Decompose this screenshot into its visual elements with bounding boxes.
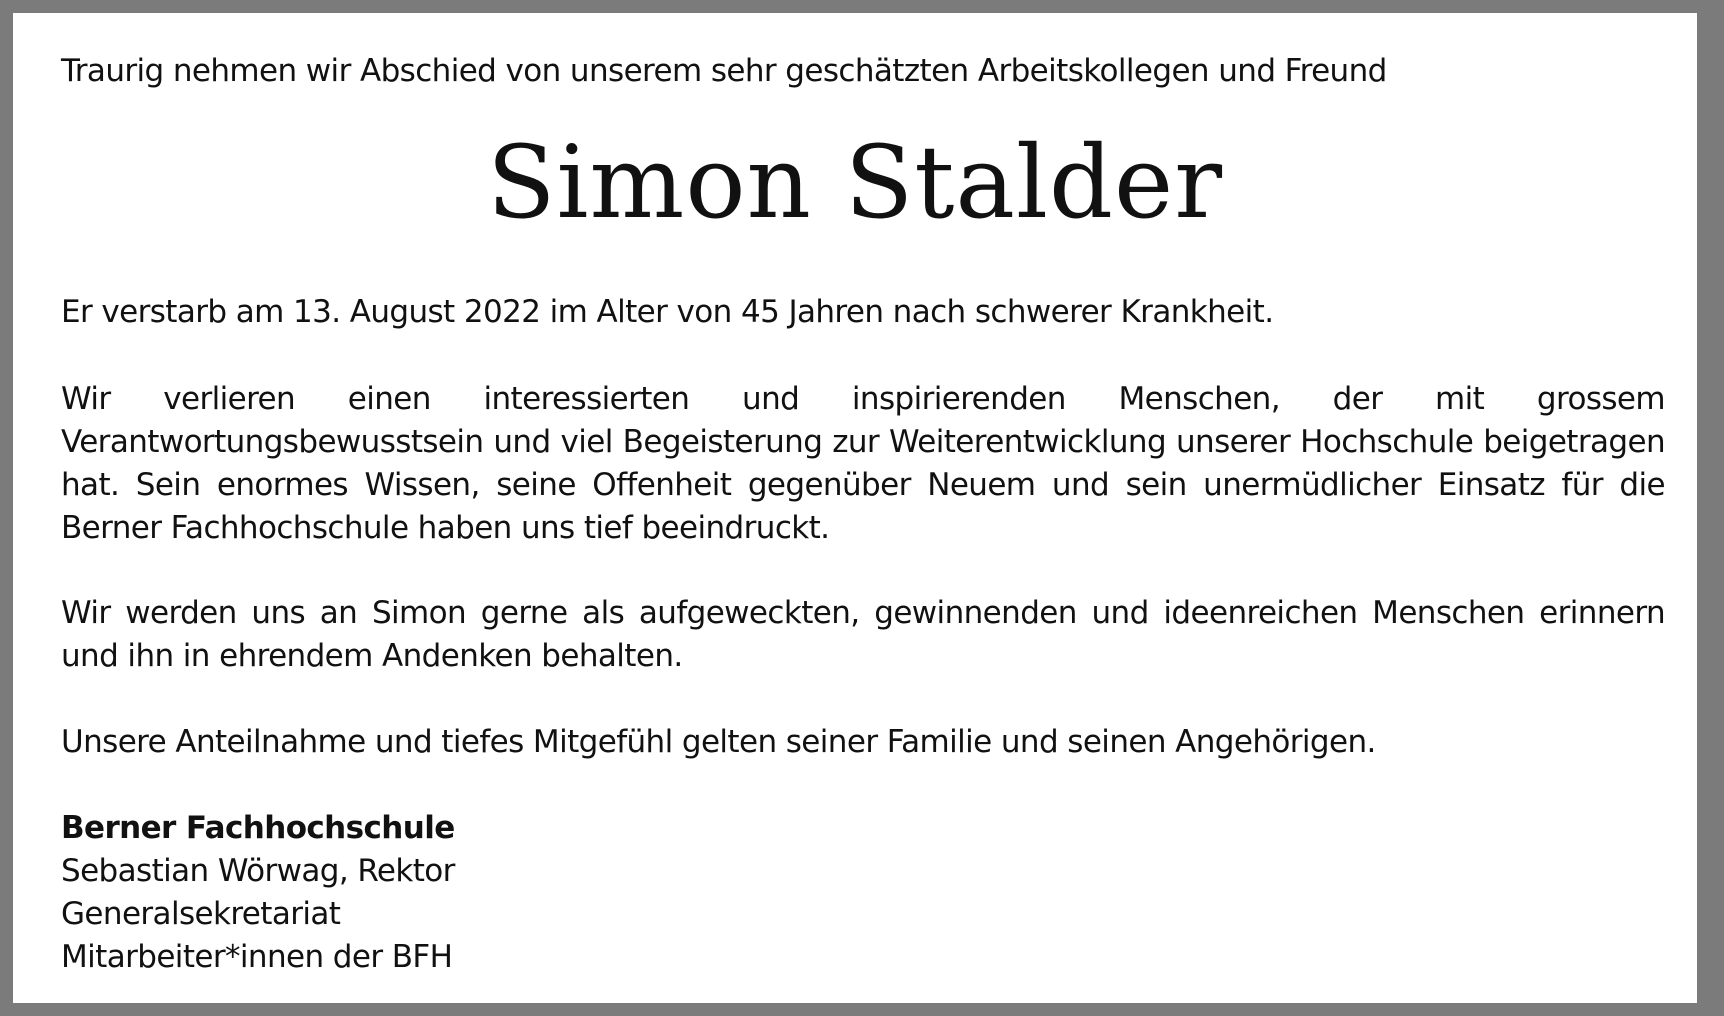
remembrance-paragraph: Wir werden uns an Simon gerne als aufgeweckten, gewinnenden und ideenreichen Menschen erinnern und ihn in ehrendem Andenken behalten. [61, 595, 1665, 674]
obituary-notice [13, 13, 1697, 1003]
signature-line-secretariat: Generalsekretariat [61, 896, 341, 932]
intro-line: Traurig nehmen wir Abschied von unserem sehr geschätzten Arbeitskollegen und Freund [61, 53, 1387, 89]
death-date-paragraph: Er verstarb am 13. August 2022 im Alter von 45 Jahren nach schwerer Krankheit. [61, 294, 1274, 330]
tribute-paragraph: Wir verlieren einen interessierten und inspirierenden Menschen, der mit grossem Verantwortungsbewusstsein und viel Begeisterung zur Weiterentwicklung unserer Hochschule beigetragen hat. Sein enormes Wissen, seine Offenheit gegenüber Neuem und sein unermüdlicher Einsatz für die Berner Fachhochschule haben uns tief beeindruckt. [61, 381, 1665, 546]
condolence-paragraph: Unsere Anteilnahme und tiefes Mitgefühl gelten seiner Familie und seinen Angehörigen. [61, 724, 1376, 760]
deceased-name: Simon Stalder [487, 124, 1223, 241]
signature-line-staff: Mitarbeiter*innen der BFH [61, 939, 453, 975]
signature-line-rector: Sebastian Wörwag, Rektor [61, 853, 455, 889]
signature-block [61, 807, 455, 979]
signature-organization: Berner Fachhochschule [61, 810, 455, 846]
